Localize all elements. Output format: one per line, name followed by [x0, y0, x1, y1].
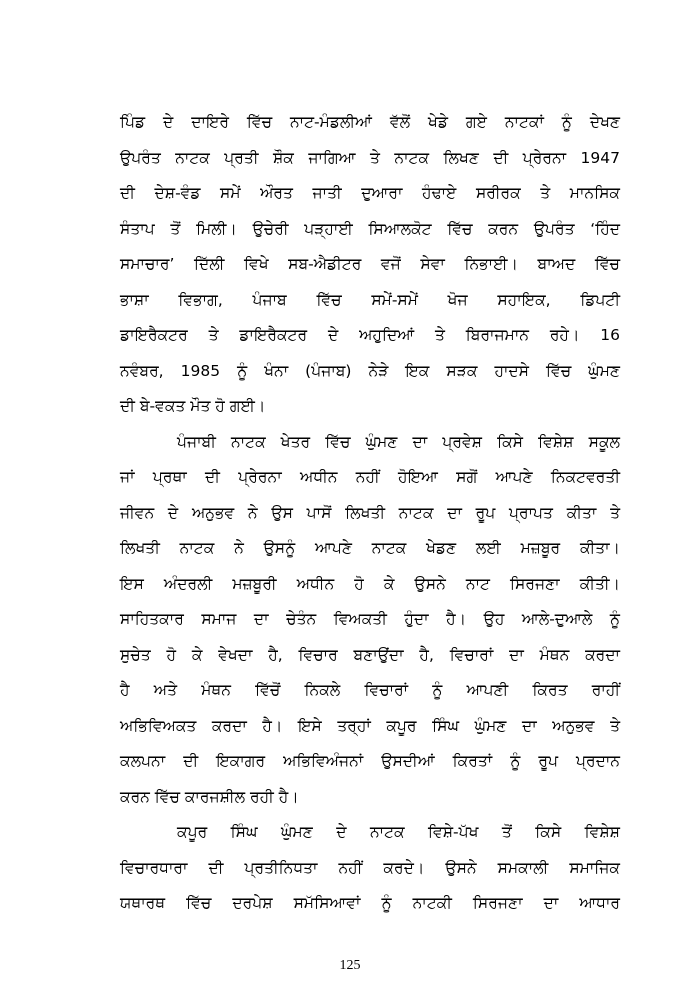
text-line: ਪਿੰਡ ਦੇ ਦਾਇਰੇ ਵਿੱਚ ਨਾਟ-ਮੰਡਲੀਆਂ ਵੱਲੋਂ ਖੇਡੇ ਗਏ ਨਾਟਕਾਂ ਨੂੰ ਦੇਖਣ [120, 113, 620, 131]
text-line: ਨਵੰਬਰ, 1985 ਨੂੰ ਖੰਨਾ (ਪੰਜਾਬ) ਨੇੜੇ ਇਕ ਸੜਕ ਹਾਦਸੇ ਵਿੱਚ ਘੁੰਮਣ [120, 362, 620, 380]
text-line: ਹੈ ਅਤੇ ਮੰਥਨ ਵਿੱਚੋਂ ਨਿਕਲੇ ਵਿਚਾਰਾਂ ਨੂੰ ਆਪਣੀ ਕਿਰਤ ਰਾਹੀਂ [120, 681, 620, 699]
text-line: ਇਸ ਅੰਦਰਲੀ ਮਜ਼ਬੂਰੀ ਅਧੀਨ ਹੋ ਕੇ ਉਸਨੇ ਨਾਟ ਸਿਰਜਣਾ ਕੀਤੀ। [120, 575, 620, 593]
text-line: ਭਾਸ਼ਾ ਵਿਭਾਗ, ਪੰਜਾਬ ਵਿੱਚ ਸਮੇਂ-ਸਮੇਂ ਖੋਜ ਸਹਾਇਕ, ਡਿਪਟੀ [120, 291, 620, 309]
text-line: ਕਰਨ ਵਿੱਚ ਕਾਰਜਸ਼ੀਲ ਰਹੀ ਹੈ। [120, 788, 299, 806]
text-line: ਯਥਾਰਥ ਵਿੱਚ ਦਰਪੇਸ਼ ਸਮੱਸਿਆਵਾਂ ਨੂੰ ਨਾਟਕੀ ਸਿਰਜਣਾ ਦਾ ਆਧਾਰ [120, 894, 620, 912]
text-line: ਉਪਰੰਤ ਨਾਟਕ ਪ੍ਰਤੀ ਸ਼ੌਕ ਜਾਗਿਆ ਤੇ ਨਾਟਕ ਲਿਖਣ ਦੀ ਪ੍ਰੇਰਨਾ 1947 [120, 149, 620, 167]
text-line: ਲਿਖਤੀ ਨਾਟਕ ਨੇ ਉਸਨੂੰ ਆਪਣੇ ਨਾਟਕ ਖੇਡਣ ਲਈ ਮਜ਼ਬੂਰ ਕੀਤਾ। [120, 539, 620, 557]
text-line: ਸੁਚੇਤ ਹੋ ਕੇ ਵੇਖਦਾ ਹੈ, ਵਿਚਾਰ ਬਣਾਉਂਦਾ ਹੈ, ਵਿਚਾਰਾਂ ਦਾ ਮੰਥਨ ਕਰਦਾ [120, 646, 620, 664]
text-line: ਡਾਇਰੈਕਟਰ ਤੇ ਡਾਇਰੈਕਟਰ ਦੇ ਅਹੁਦਿਆਂ ਤੇ ਬਿਰਾਜਮਾਨ ਰਹੇ। 16 [120, 326, 620, 344]
text-line: ਅਭਿਵਿਅਕਤ ਕਰਦਾ ਹੈ। ਇਸੇ ਤਰ੍ਹਾਂ ਕਪੂਰ ਸਿੰਘ ਘੁੰਮਣ ਦਾ ਅਨੁਭਵ ਤੇ [120, 717, 620, 735]
page-number: 125 [339, 958, 361, 973]
text-line: ਸਮਾਚਾਰ’ ਦਿੱਲੀ ਵਿਖੇ ਸਬ-ਐਡੀਟਰ ਵਜੋਂ ਸੇਵਾ ਨਿਭਾਈ। ਬਾਅਦ ਵਿੱਚ [120, 255, 620, 273]
text-line: ਸੰਤਾਪ ਤੋਂ ਮਿਲੀ। ਉਚੇਰੀ ਪੜ੍ਹਾਈ ਸਿਆਲਕੋਟ ਵਿੱਚ ਕਰਨ ਉਪਰੰਤ ‘ਹਿੰਦ [120, 220, 620, 238]
text-line: ਪੰਜਾਬੀ ਨਾਟਕ ਖੇਤਰ ਵਿੱਚ ਘੁੰਮਣ ਦਾ ਪ੍ਰਵੇਸ਼ ਕਿਸੇ ਵਿਸ਼ੇਸ਼ ਸਕੂਲ [177, 433, 620, 451]
text-line: ਦੀ ਦੇਸ਼-ਵੰਡ ਸਮੇਂ ਔਰਤ ਜਾਤੀ ਦੁਆਰਾ ਹੰਢਾਏ ਸਰੀਰਕ ਤੇ ਮਾਨਸਿਕ [120, 184, 620, 202]
text-line: ਜਾਂ ਪ੍ਰਥਾ ਦੀ ਪ੍ਰੇਰਨਾ ਅਧੀਨ ਨਹੀਂ ਹੋਇਆ ਸਗੋਂ ਆਪਣੇ ਨਿਕਟਵਰਤੀ [120, 468, 620, 486]
text-line: ਸਾਹਿਤਕਾਰ ਸਮਾਜ ਦਾ ਚੇਤੰਨ ਵਿਅਕਤੀ ਹੁੰਦਾ ਹੈ। ਉਹ ਆਲੇ-ਦੁਆਲੇ ਨੂੰ [120, 610, 620, 628]
text-line: ਵਿਚਾਰਧਾਰਾ ਦੀ ਪ੍ਰਤੀਨਿਧਤਾ ਨਹੀਂ ਕਰਦੇ। ਉਸਨੇ ਸਮਕਾਲੀ ਸਮਾਜਿਕ [120, 859, 620, 877]
text-line: ਕਲਪਨਾ ਦੀ ਇਕਾਗਰ ਅਭਿਵਿਅੰਜਨਾਂ ਉਸਦੀਆਂ ਕਿਰਤਾਂ ਨੂੰ ਰੂਪ ਪ੍ਰਦਾਨ [120, 752, 620, 770]
text-line: ਦੀ ਬੇ-ਵਕਤ ਮੌਤ ਹੋ ਗਈ। [120, 397, 266, 415]
text-line: ਜੀਵਨ ਦੇ ਅਨੁਭਵ ਨੇ ਉਸ ਪਾਸੋਂ ਲਿਖਤੀ ਨਾਟਕ ਦਾ ਰੂਪ ਪ੍ਰਾਪਤ ਕੀਤਾ ਤੇ [120, 504, 620, 522]
text-line: ਕਪੂਰ ਸਿੰਘ ਘੁੰਮਣ ਦੇ ਨਾਟਕ ਵਿਸ਼ੇ-ਪੱਖ ਤੋਂ ਕਿਸੇ ਵਿਸ਼ੇਸ਼ [177, 823, 620, 841]
